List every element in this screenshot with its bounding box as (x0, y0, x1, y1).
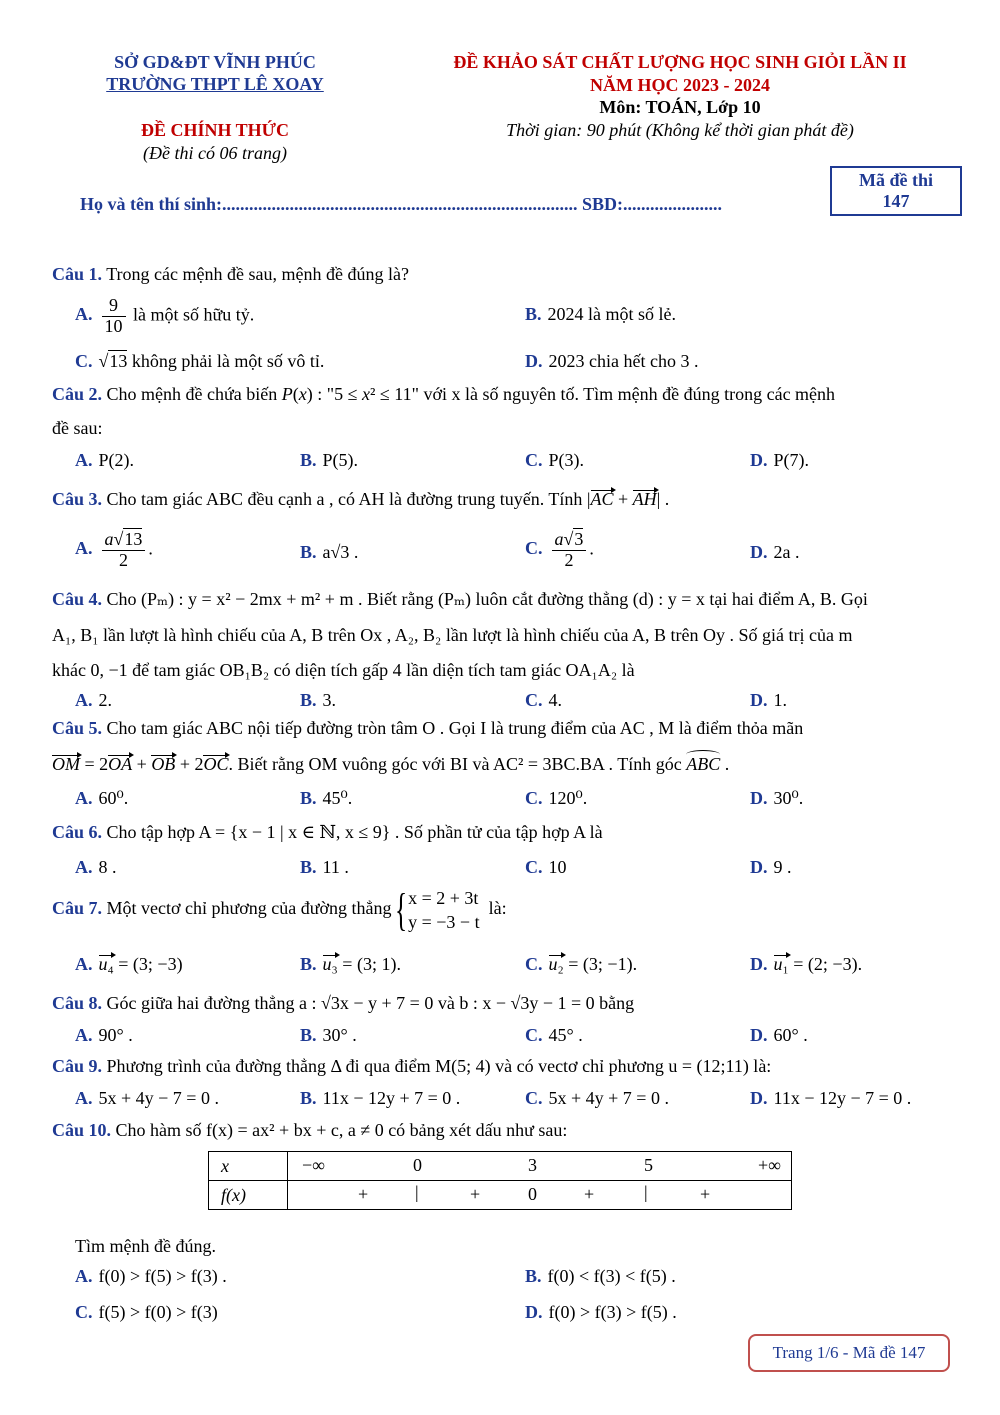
school-name: TRƯỜNG THPT LÊ XOAY (106, 74, 324, 94)
question-10: Câu 10. Cho hàm số f(x) = ax² + bx + c, a ≠ 0 có bảng xét dấu như sau: (52, 1120, 568, 1140)
q2-option-a[interactable]: A. P(2). (75, 450, 134, 470)
q3-option-d[interactable]: D. 2a . (750, 542, 800, 562)
school-year: NĂM HỌC 2023 - 2024 (590, 75, 770, 95)
question-4: Câu 4. Cho (Pₘ) : y = x² − 2mx + m² + m . Biết rằng (Pₘ) luôn cắt đường thẳng (d) : y = x tại hai điểm A, B. Gọi (52, 589, 868, 609)
q9-option-a[interactable]: A. 5x + 4y − 7 = 0 . (75, 1088, 219, 1108)
q10-option-d[interactable]: D. f(0) > f(3) > f(5) . (525, 1302, 677, 1322)
q6-option-b[interactable]: B. 11 . (300, 857, 349, 877)
q3-option-b[interactable]: B. a√3 . (300, 542, 359, 562)
q9-option-b[interactable]: B. 11x − 12y + 7 = 0 . (300, 1088, 461, 1108)
exam-title: ĐỀ KHẢO SÁT CHẤT LƯỢNG HỌC SINH GIỎI LẦN II (453, 52, 907, 72)
q2-option-d[interactable]: D. P(7). (750, 450, 809, 470)
q10-option-a[interactable]: A. f(0) > f(5) > f(3) . (75, 1266, 227, 1286)
question-5-line2: OM = 2OA + OB + 2OC. Biết rằng OM vuông góc với BI và AC² = 3BC.BA . Tính góc ABC . (52, 754, 730, 774)
sign-table-fx-row: f(x) + | + 0 + | + (209, 1181, 792, 1210)
q1-option-b[interactable]: B. 2024 là một số lẻ. (525, 304, 677, 324)
q8-option-d[interactable]: D. 60° . (750, 1025, 808, 1045)
q5-option-d[interactable]: D. 30⁰. (750, 788, 804, 808)
q9-option-c[interactable]: C. 5x + 4y + 7 = 0 . (525, 1088, 669, 1108)
q8-option-a[interactable]: A. 90° . (75, 1025, 133, 1045)
question-1: Câu 1. Trong các mệnh đề sau, mệnh đề đúng là? (52, 264, 409, 284)
q3-option-a[interactable]: A. $\frac{a√13}{2}$ . (75, 529, 153, 570)
q2-option-b[interactable]: B. P(5). (300, 450, 359, 470)
q6-option-a[interactable]: A. 8 . (75, 857, 117, 877)
q4-option-d[interactable]: D. 1. (750, 690, 787, 710)
q8-option-c[interactable]: C. 45° . (525, 1025, 583, 1045)
question-2-cont: đề sau: (52, 418, 103, 438)
q1-option-c[interactable]: C. √13 không phải là một số vô tỉ. (75, 351, 325, 371)
question-5: Câu 5. Cho tam giác ABC nội tiếp đường tròn tâm O . Gọi I là trung điểm của AC , M là điểm thỏa mãn (52, 718, 804, 738)
q2-option-c[interactable]: C. P(3). (525, 450, 584, 470)
official-label: ĐỀ CHÍNH THỨC (140, 120, 290, 140)
exam-time: Thời gian: 90 phút (Không kể thời gian phát đề) (506, 120, 854, 140)
q9-option-d[interactable]: D. 11x − 12y − 7 = 0 . (750, 1088, 912, 1108)
q10-prompt: Tìm mệnh đề đúng. (75, 1236, 216, 1256)
q5-option-b[interactable]: B. 45⁰. (300, 788, 353, 808)
question-2: Câu 2. Cho mệnh đề chứa biến P(x) : "5 ≤ x² ≤ 11" với x là số nguyên tố. Tìm mệnh đề đúng trong các mệnh (52, 384, 836, 404)
q5-option-c[interactable]: C. 120⁰. (525, 788, 588, 808)
q7-option-c[interactable]: C. u₂ = (3; −1). (525, 954, 638, 974)
department-name: SỞ GD&ĐT VĨNH PHÚC (114, 52, 316, 72)
subject: Môn: TOÁN, Lớp 10 (599, 97, 761, 117)
q1-option-d[interactable]: D. 2023 chia hết cho 3 . (525, 351, 699, 371)
q4-option-a[interactable]: A. 2. (75, 690, 112, 710)
question-4-line2: A₁, B₁ lần lượt là hình chiếu của A, B trên Ox , A₂, B₂ lần lượt là hình chiếu của A, B trên Oy . Số giá trị của m (52, 625, 853, 645)
candidate-line: Họ và tên thí sinh:............................................................................... SBD:...................... (80, 194, 723, 214)
q6-option-c[interactable]: C. 10 (525, 857, 567, 877)
question-3: Câu 3. Cho tam giác ABC đều cạnh a , có AH là đường trung tuyến. Tính |AC + AH| . (52, 489, 670, 509)
q4-option-c[interactable]: C. 4. (525, 690, 562, 710)
q10-option-b[interactable]: B. f(0) < f(3) < f(5) . (525, 1266, 676, 1286)
question-4-line3: khác 0, −1 để tam giác OB₁B₂ có diện tích gấp 4 lần diện tích tam giác OA₁A₂ là (52, 660, 635, 680)
sign-table (208, 1151, 792, 1210)
q7-option-a[interactable]: A. u₄ = (3; −3) (75, 954, 183, 974)
page-footer: Trang 1/6 - Mã đề 147 (748, 1334, 950, 1372)
question-6: Câu 6. Cho tập hợp A = {x − 1 | x ∈ ℕ, x ≤ 9} . Số phần tử của tập hợp A là (52, 822, 603, 842)
q3-option-c[interactable]: C. $\frac{a√3}{2}$ . (525, 529, 594, 570)
q7-option-d[interactable]: D. u₁ = (2; −3). (750, 954, 863, 974)
q1-option-a[interactable]: A. $\frac{9}{10}$ là một số hữu tỷ. (75, 295, 255, 336)
pages-note: (Đề thi có 06 trang) (143, 143, 287, 163)
question-7: Câu 7. Một vectơ chỉ phương của đường thẳng { x = 2 + 3t y = −3 − t là: (52, 884, 507, 935)
q4-option-b[interactable]: B. 3. (300, 690, 337, 710)
question-9: Câu 9. Phương trình của đường thẳng Δ đi qua điểm M(5; 4) và có vectơ chỉ phương u = (12;11) là: (52, 1056, 772, 1076)
question-8: Câu 8. Góc giữa hai đường thẳng a : √3x − y + 7 = 0 và b : x − √3y − 1 = 0 bằng (52, 993, 635, 1013)
q10-option-c[interactable]: C. f(5) > f(0) > f(3) (75, 1302, 218, 1322)
q5-option-a[interactable]: A. 60⁰. (75, 788, 129, 808)
exam-code: 147 (882, 191, 910, 211)
q7-option-b[interactable]: B. u₃ = (3; 1). (300, 954, 401, 974)
q8-option-b[interactable]: B. 30° . (300, 1025, 357, 1045)
exam-code-box (830, 166, 962, 216)
sign-table-x-row: x −∞ 0 3 5 +∞ (209, 1152, 792, 1181)
q6-option-d[interactable]: D. 9 . (750, 857, 792, 877)
exam-code-label: Mã đề thi (859, 170, 933, 190)
